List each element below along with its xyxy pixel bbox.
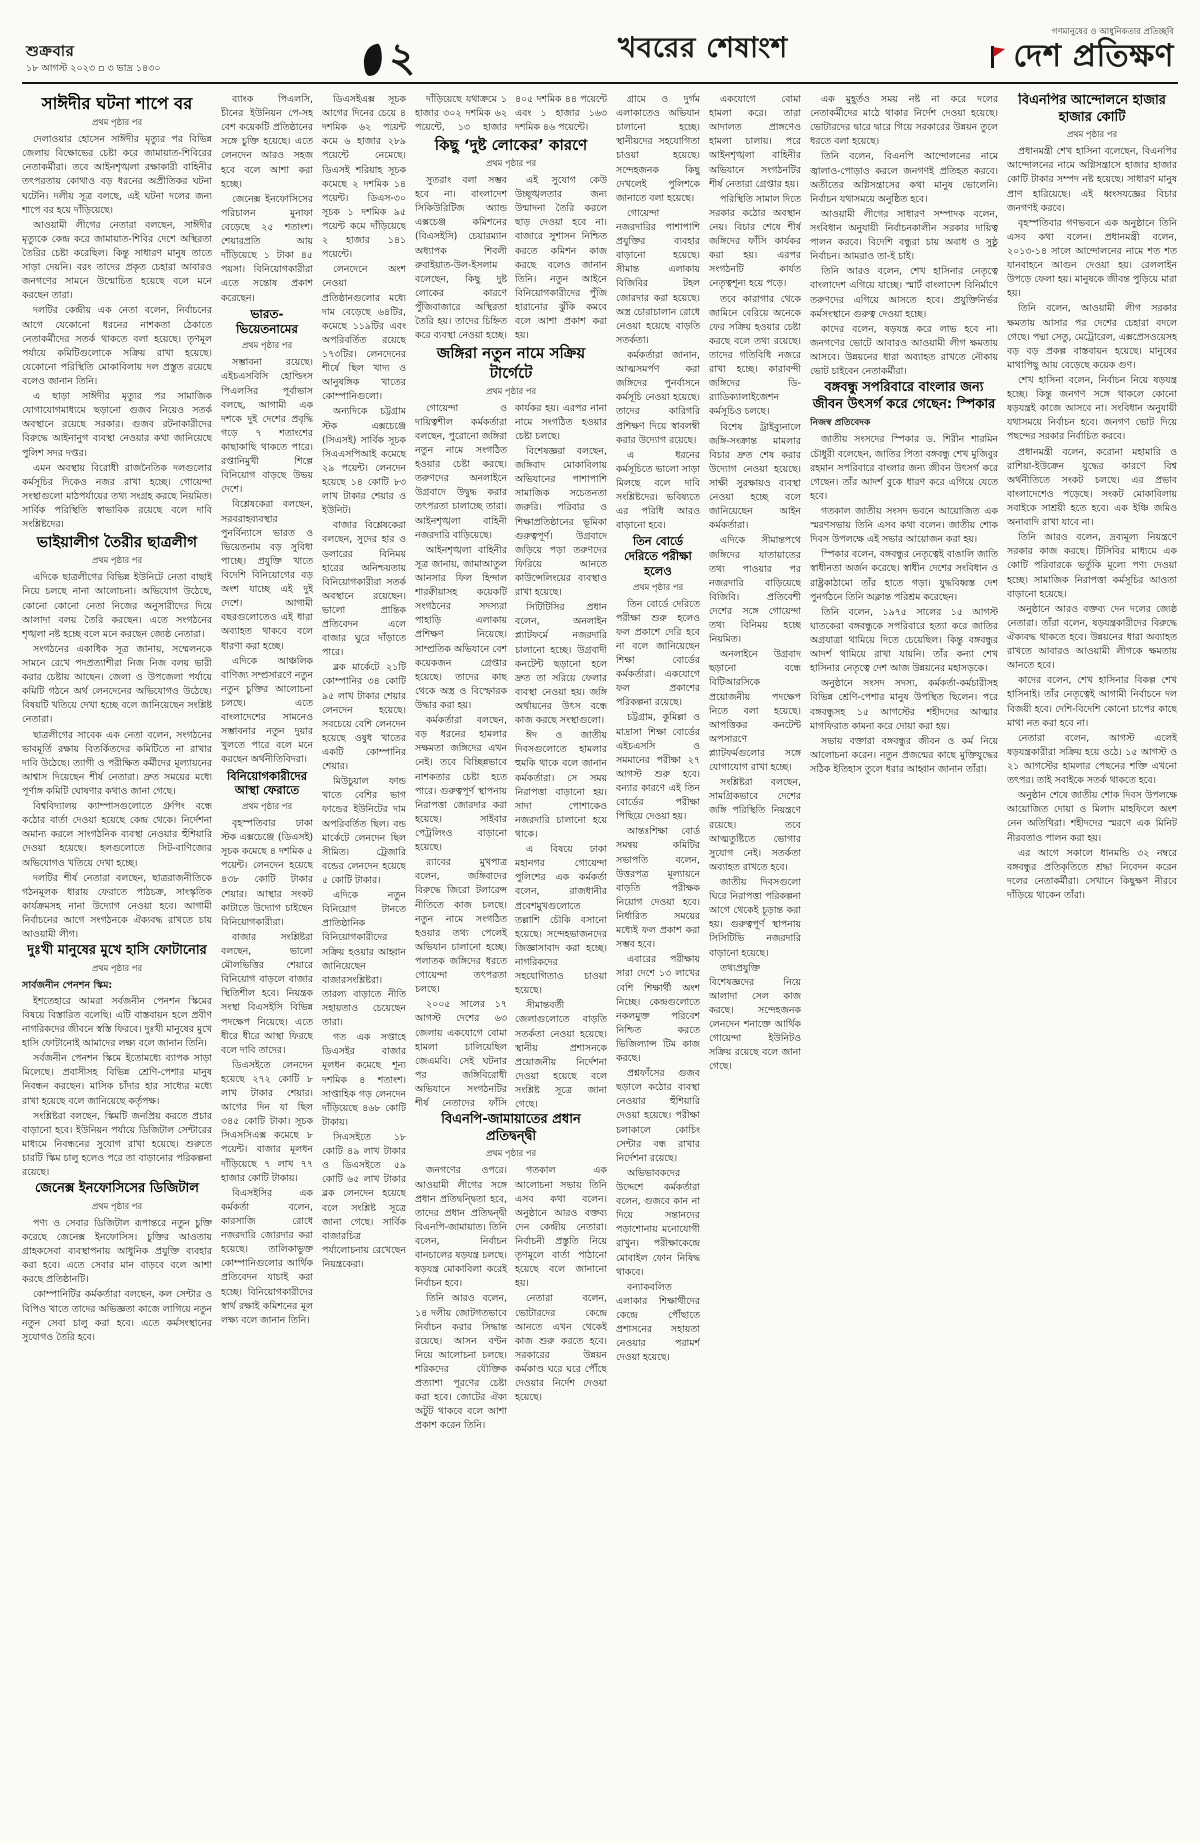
paragraph: সম্ভাবনা রয়েছে। এইচএসবিসি হোল্ডিংস পিএলসির পূর্বাভাস বলছে, আগামী এক দশকে দুই দেশের প্রবৃদ্ধি গড়ে ৭ শতাংশের কাছাকাছি থাকতে পারে। রপ্তানিমুখী শিল্পে বিনিয়োগ বাড়ছে উভয় দেশে। [221, 357, 313, 496]
paragraph: চট্টগ্রাম, কুমিল্লা ও মাদ্রাসা শিক্ষা বোর্ডের এইচএসসি ও সমমানের পরীক্ষা ২৭ আগস্ট শুরু হবে। বন্যার কারণে এই তিন বোর্ডের পরীক্ষা পিছিয়ে দেওয়া হয়। [616, 712, 700, 823]
article-body [221, 817, 313, 1328]
column-4-5-group [415, 93, 607, 1829]
paragraph: এ বিষয়ে ঢাকা মহানগর গোয়েন্দা পুলিশের এক কর্মকর্তা বলেন, রাজধানীর প্রবেশমুখগুলোতে তল্লাশি চৌকি বসানো হয়েছে। সন্দেহভাজনদের জিজ্ঞাসাবাদ করা হচ্ছে। নাগরিকদের সহযোগিতাও চাওয়া হয়েছে। [515, 844, 607, 997]
paragraph: সর্বজনীন পেনশন স্কিমে ইতোমধ্যে ব্যাপক সাড়া মিলেছে। প্রবাসীসহ বিভিন্ন শ্রেণি-পেশার মানুষ নিবন্ধন করছেন। মাসিক চাঁদার হার সাধ্যের মধ্যে রাখা হয়েছে বলে জানিয়েছে কর্তৃপক্ষ। [22, 1053, 212, 1107]
article-three-boards [616, 534, 700, 1365]
article-body [221, 356, 313, 767]
continued-from-label: প্রথম পৃষ্ঠার পর [241, 340, 293, 351]
paragraph: জাতীয় সংসদের স্পিকার ড. শিরীন শারমিন চৌধুরী বলেছেন, জাতির পিতা বঙ্গবন্ধু শেখ মুজিবুর রহমান সপরিবারে বাংলার জন্য জীবন উৎসর্গ করে গেছেন। তাঁর আদর্শ বুকে ধারণ করে এগিয়ে যেতে হবে। [810, 434, 998, 502]
article-dukkhi [22, 943, 212, 1180]
article-body [22, 133, 212, 532]
article-body [810, 433, 998, 777]
paragraph: তিনি আরও বলেন, ১৪ দলীয় জোটগতভাবে নির্বাচন করার সিদ্ধান্ত রয়েছে। আসন বণ্টন নিয়ে আলোচনা চলছে। শরিকদের যৌক্তিক প্রত্যাশা পূরণের চেষ্টা করা হবে। জোটের ঐক্য অটুট থাকবে বলে আশা প্রকাশ করেন তিনি। [415, 1293, 507, 1432]
paragraph: লেনদেনে অংশ নেওয়া প্রতিষ্ঠানগুলোর মধ্যে দাম বেড়েছে ৬৪টির, কমেছে ১১৯টির এবং অপরিবর্তিত রয়েছে ১৭৩টির। লেনদেনের শীর্ষে ছিল খাদ্য ও আনুষঙ্গিক খাতের কোম্পানিগুলো। [322, 264, 406, 403]
paragraph: অনুষ্ঠান শেষে জাতীয় শোক দিবস উপলক্ষে আয়োজিত দোয়া ও মিলাদ মাহফিলে অংশ নেন অতিথিরা। শহীদদের স্মরণে এক মিনিট নীরবতাও পালন করা হয়। [1007, 790, 1177, 844]
article-headline: দুঃখী মানুষের মুখে হাসি ফোটানোর [27, 943, 207, 959]
paragraph: বিশ্লেষকেরা বলছেন, সরবরাহব্যবস্থার পুনর্বিন্যাসে ভারত ও ভিয়েতনাম বড় সুবিধা পাচ্ছে। প্রযুক্তি খাতে বিদেশি বিনিয়োগের বড় অংশ যাচ্ছে এই দুই দেশে। আগামী বছরগুলোতেও এই ধারা অব্যাহত থাকবে বলে ধারণা করা হচ্ছে। [221, 499, 313, 652]
paragraph: জেনেক্স ইনফোসিসের পরিচালন মুনাফা বেড়েছে ২৫ শতাংশ। শেয়ারপ্রতি আয় দাঁড়িয়েছে ১ টাকা ৪৫ পয়সা। বিনিয়োগকারীরা এতে সন্তোষ প্রকাশ করেছেন। [221, 193, 313, 304]
paragraph: বৃহস্পতিবার গণভবনে এক অনুষ্ঠানে তিনি এসব কথা বলেন। প্রধানমন্ত্রী বলেন, ২০১৩-১৪ সালে আন্দোলনের নামে শত শত যানবাহনে আগুন দেওয়া হয়। রেললাইন উপড়ে ফেলা হয়। মানুষকে জীবন্ত পুড়িয়ে মারা হয়। [1007, 217, 1177, 300]
paragraph: গোয়েন্দা নজরদারির পাশাপাশি প্রযুক্তির ব্যবহার বাড়ানো হয়েছে। সীমান্ত এলাকায় বিজিবির টহল জোরদার করা হয়েছে। অস্ত্র চোরাচালান রোধে নেওয়া হয়েছে বাড়তি সতর্কতা। [616, 207, 700, 346]
paragraph: তিনি বলেন, ১৯৭৫ সালের ১৫ আগস্ট ঘাতকেরা বঙ্গবন্ধুকে সপরিবারে হত্যা করে জাতির অগ্রযাত্রা থামিয়ে দিতে চেয়েছিল। কিন্তু বঙ্গবন্ধুর আদর্শ থামিয়ে রাখা যায়নি। তাঁর কন্যা শেখ হাসিনার নেতৃত্বে দেশ আজ উন্নয়নের মহাসড়কে। [810, 606, 998, 675]
paragraph: সংশ্লিষ্টরা বলছেন, স্কিমটি জনপ্রিয় করতে প্রচার বাড়ানো হবে। ইউনিয়ন পর্যায়ে ডিজিটাল সেন্টারের মাধ্যমে নিবন্ধনের সুযোগ রাখা হয়েছে। শুরুতে চারটি স্কিম চালু হলেও পরে তা বাড়ানোর পরিকল্পনা রয়েছে। [22, 1110, 212, 1179]
paragraph: সভায় বক্তারা বঙ্গবন্ধুর জীবন ও কর্ম নিয়ে আলোচনা করেন। নতুন প্রজন্মের কাছে মুক্তিযুদ্ধের সঠিক ইতিহাস তুলে ধরার আহ্বান জানান তাঁরা। [810, 735, 998, 775]
paragraph: সংশ্লিষ্টরা বলছেন, সামগ্রিকভাবে দেশের জঙ্গি পরিস্থিতি নিয়ন্ত্রণে রয়েছে। তবে আত্মতুষ্টিতে ভোগার সুযোগ নেই। সতর্কতা অব্যাহত রাখতে হবে। [709, 777, 801, 873]
byline: নিজস্ব প্রতিবেদক [810, 418, 871, 429]
article-subhead: সার্বজনীন পেনশন স্কিম: [22, 979, 113, 991]
paragraph: এক মুহূর্তও সময় নষ্ট না করে দলের নেতাকর্মীদের মাঠে থাকার নির্দেশ দেওয়া হয়েছে। ভোটারদের দ্বারে দ্বারে গিয়ে সরকারের উন্নয়ন তুলে ধরতে বলা হয়েছে। [810, 94, 998, 148]
article-india-vietnam [221, 307, 313, 768]
article-body [22, 995, 212, 1180]
article-body [22, 1217, 212, 1345]
paragraph: ব্লক মার্কেটে ২১টি কোম্পানির ৩৪ কোটি ৯৫ লাখ টাকার শেয়ার লেনদেন হয়েছে। সবচেয়ে বেশি লেনদেন হয়েছে ওষুধ খাতের একটি কোম্পানির শেয়ার। [322, 662, 406, 773]
article-headline: বিএনপি-জামায়াতের প্রধান প্রতিদ্বন্দ্বী [441, 1112, 581, 1144]
paragraph: এদিকে আঞ্চলিক বাণিজ্য সম্প্রসারণে নতুন নতুন চুক্তির আলোচনা চলছে। এতে বাংলাদেশের সামনেও সম্ভাবনার নতুন দুয়ার খুলতে পারে বলে মনে করছেন অর্থনীতিবিদরা। [221, 655, 313, 766]
paragraph: গত এক সপ্তাহে ডিএসইর বাজার মূলধন কমেছে শূন্য দশমিক ৪ শতাংশ। সাপ্তাহিক গড় লেনদেন দাঁড়িয়েছে ৪৬৮ কোটি টাকায়। [322, 1032, 406, 1128]
paragraph: ডিএসইতে লেনদেন হয়েছে ২৭২ কোটি ৮ লাখ টাকার শেয়ার। আগের দিন যা ছিল ৩৪৫ কোটি টাকা। সূচক সিএসসিএক্স কমেছে ৮ পয়েন্ট। বাজার মূলধন দাঁড়িয়েছে ৭ লাখ ৭৭ হাজার কোটি টাকায়। [221, 1059, 313, 1184]
paragraph: তিন বোর্ডে দেরিতে পরীক্ষা শুরু হলেও ফল প্রকাশে দেরি হবে না বলে জানিয়েছেন শিক্ষা বোর্ডের কর্মকর্তারা। একযোগে ফল প্রকাশের পরিকল্পনা রয়েছে। [616, 598, 700, 709]
page-number-block [363, 35, 416, 81]
continued-from-label: প্রথম পৃষ্ঠার পর [91, 117, 143, 128]
paragraph: পণ্য ও সেবার ডিজিটাল রূপান্তরে নতুন চুক্তি করেছে জেনেক্স ইনফোসিস। চুক্তির আওতায় গ্রাহকসেবা ব্যবস্থাপনায় আধুনিক প্রযুক্তি ব্যবহার করা হবে। এতে সেবার মান বাড়বে বলে আশা করছে প্রতিষ্ঠানটি। [22, 1217, 212, 1286]
paragraph: পরিস্থিতি সামাল দিতে সরকার কঠোর অবস্থান নেয়। বিচার শেষে শীর্ষ জঙ্গিদের ফাঁসি কার্যকর করা হয়। এরপর সংগঠনটি কার্যত নেতৃত্বশূন্য হয়ে পড়ে। [709, 193, 801, 290]
paragraph: বাজার সংশ্লিষ্টরা বলছেন, ভালো মৌলভিত্তির শেয়ারে বিনিয়োগ বাড়লে বাজার স্থিতিশীল হবে। নিয়ন্ত্রক সংস্থা বিএসইসি বিভিন্ন পদক্ষেপ নিয়েছে। এতে ধীরে ধীরে আস্থা ফিরছে বলে দাবি তাদের। [221, 931, 313, 1056]
article-body [1007, 145, 1177, 903]
paragraph: গতকাল এক আলোচনা সভায় তিনি এসব কথা বলেন। অনুষ্ঠানে আরও বক্তব্য দেন কেন্দ্রীয় নেতারা। নির্বাচনী প্রস্তুতি নিয়ে তৃণমূলে বার্তা পাঠানো হয়েছে বলে জানানো হয়। [515, 1165, 607, 1290]
column-9 [1007, 93, 1177, 1829]
paragraph: তিনি বলেন, বিএনপি আন্দোলনের নামে জ্বালাও-পোড়াও করলে জনগণই প্রতিহত করবে। অতীতের অগ্নিসন্ত্রাসের কথা মানুষ ভোলেনি। নির্বাচন যথাসময়ে অনুষ্ঠিত হবে। [810, 151, 998, 205]
content-grid [22, 93, 1178, 1829]
paragraph: দাঁড়িয়েছে যথাক্রমে ১ হাজার ৩০২ দশমিক ৬২ পয়েন্টে, ১৩ হাজার ৪০৫ দশমিক ৪৪ পয়েন্টে এবং ১ হাজার ১৬৩ দশমিক ৪৬ পয়েন্টে। [415, 94, 607, 134]
paragraph: এ ছাড়া সাঈদীর মৃত্যুর পর সামাজিক যোগাযোগমাধ্যমে ছড়ানো গুজব নিয়েও সতর্ক অবস্থানে রয়েছে সরকার। গুজব রটনাকারীদের বিরুদ্ধে আইনানুগ ব্যবস্থা নেওয়ার কথা জানিয়েছে পুলিশ সদর দপ্তর। [22, 391, 212, 459]
paper-tagline: গণমানুষের ও আধুনিকতার প্রতিচ্ছবি [1051, 26, 1174, 37]
article-investors-trust [221, 769, 313, 1328]
article-body [415, 174, 607, 344]
column-8 [810, 93, 998, 1829]
paragraph: দলটির কেন্দ্রীয় এক নেতা বলেন, নির্বাচনের আগে যেকোনো ধরনের নাশকতা ঠেকাতে নেতাকর্মীদের সতর্ক থাকতে বলা হয়েছে। তৃণমূল পর্যায়ে কমিটিগুলোকে সক্রিয় রাখা হয়েছে। যেকোনো পরিস্থিতি মোকাবিলায় দল প্রস্তুত রয়েছে বলেও জানান তিনি। [22, 305, 212, 387]
continued-from-label: প্রথম পৃষ্ঠার পর [1066, 129, 1118, 140]
paragraph: কর্মকর্তারা জানান, আত্মসমর্পণ করা জঙ্গিদের পুনর্বাসনে কর্মসূচি নেওয়া হয়েছে। তাদের কারিগরি প্রশিক্ষণ দিয়ে স্বাবলম্বী করার উদ্যোগ রয়েছে। [616, 349, 700, 446]
article-sayedee [22, 93, 212, 532]
article-body [709, 93, 801, 1075]
paragraph: গতকাল জাতীয় সংসদ ভবনে আয়োজিত এক স্মরণসভায় তিনি এসব কথা বলেন। জাতীয় শোক দিবস উপলক্ষে এই সভার আয়োজন করা হয়। [810, 505, 998, 546]
paragraph: বাজার বিশ্লেষকেরা বলছেন, সুদের হার ও ডলারের বিনিময় হারের অনিশ্চয়তায় বিনিয়োগকারীরা সতর্ক অবস্থানে রয়েছেন। ভালো প্রান্তিক প্রতিবেদন এলে বাজার ঘুরে দাঁড়াতে পারে। [322, 520, 406, 659]
article-headline: বঙ্গবন্ধু সপরিবারে বাংলার জন্য জীবন উৎসর্গ করে গেছেন: স্পিকার [812, 380, 996, 412]
article-headline: ভাইয়ালীগ তৈরীর ছাত্রলীগ [36, 533, 198, 552]
masthead-dateblock [26, 42, 161, 75]
article-body [616, 93, 700, 533]
article-market-figures [322, 93, 406, 1272]
article-headline: জঙ্গিরা নতুন নামে সক্রিয় টার্গেটে [436, 344, 586, 382]
paragraph: প্রশ্নফাঁসের গুজব ছড়ালে কঠোর ব্যবস্থা নেওয়ার হুঁশিয়ারি দেওয়া হয়েছে। পরীক্ষা চলাকালে কোচিং সেন্টার বন্ধ রাখার নির্দেশনা রয়েছে। [616, 1068, 700, 1164]
paragraph: সংগঠনের একাধিক সূত্র জানায়, সম্মেলনকে সামনে রেখে পদপ্রত্যাশীরা নিজ নিজ বলয় ভারী করার চেষ্টায় আছেন। জেলা ও উপজেলা পর্যায়ে কমিটি গঠনে অর্থ লেনদেনের অভিযোগও উঠেছে। বিষয়টি খতিয়ে দেখা হচ্ছে বলে জানিয়েছেন সংশ্লিষ্ট নেতারা। [22, 643, 212, 726]
article-headline: জেনেক্স ইনফোসিসের ডিজিটাল [35, 1181, 199, 1197]
paragraph: দলটির শীর্ষ নেতারা বলছেন, ছাত্ররাজনীতিকে গঠনমূলক ধারায় ফেরাতে পাঠচক্র, সাংস্কৃতিক কার্যক্রমসহ নানা উদ্যোগ নেওয়া হবে। আগামী নির্বাচনের আগে সংগঠনকে ঐক্যবদ্ধ রাখতে চায় আওয়ামী লীগ। [22, 872, 212, 941]
column-1 [22, 93, 212, 1829]
paragraph: ব্যাংক পিএলসি, চীনের ইউনিয়ন পে-সহ বেশ কয়েকটি প্রতিষ্ঠানের সঙ্গে চুক্তি হয়েছে। এতে লেনদেন আরও সহজ হবে বলে আশা করা হচ্ছে। [221, 94, 313, 190]
paragraph: কাদের বলেন, শেখ হাসিনার বিকল্প শেখ হাসিনাই। তাঁর নেতৃত্বেই আগামী নির্বাচনে দল বিজয়ী হবে। দেশি-বিদেশি কোনো চাপের কাছে মাথা নত করা হবে না। [1007, 675, 1177, 729]
article-headline: কিছু ‘দুষ্ট লোকের’ কারণে [434, 135, 588, 154]
article-body [22, 571, 212, 942]
weekday-label: শুক্রবার [26, 42, 75, 61]
continued-from-label: প্রথম পৃষ্ঠার পর [91, 962, 143, 973]
continued-from-label: প্রথম পৃষ্ঠার পর [241, 800, 293, 811]
paragraph: নেতারা বলেন, ভোটারদের কেন্দ্রে আনতে এখন থেকেই কাজ শুরু করতে হবে। সরকারের উন্নয়ন কর্মকাণ্ড ঘরে ঘরে পৌঁছে দেওয়ার নির্দেশ দেওয়া হয়েছে। [515, 1293, 607, 1404]
article-headline: ভারত-ভিয়েতনামের [236, 306, 298, 336]
article-body [810, 93, 998, 379]
article-bnp-movement [1007, 93, 1177, 903]
paragraph: সুতরাং বলা সম্ভব হবে না। বাংলাদেশ সিকিউরিটিজ অ্যান্ড এক্সচেঞ্জ কমিশনের (বিএসইসি) চেয়ারম্যান অধ্যাপক শিবলী রুবাইয়াত-উল-ইসলাম বলেছেন, কিছু দুষ্ট লোকের কারণে পুঁজিবাজারে অস্থিরতা তৈরি হয়। তাদের চিহ্নিত করে ব্যবস্থা নেওয়া হচ্ছে। [415, 175, 507, 342]
paragraph: প্রধানমন্ত্রী শেখ হাসিনা বলেছেন, বিএনপির আন্দোলনের নামে অগ্নিসন্ত্রাসে হাজার হাজার কোটি টাকার সম্পদ নষ্ট হয়েছে। সাধারণ মানুষ প্রাণ হারিয়েছে। এই ধ্বংসযজ্ঞের বিচার জনগণই করবে। [1007, 146, 1177, 214]
paragraph: প্রধানমন্ত্রী বলেন, করোনা মহামারি ও রাশিয়া-ইউক্রেন যুদ্ধের কারণে বিশ্ব অর্থনীতিতে সংকট চলছে। এর প্রভাব বাংলাদেশেও পড়েছে। সংকট মোকাবিলায় সবাইকে সাশ্রয়ী হতে হবে। এক ইঞ্চি জমিও অনাবাদি রাখা যাবে না। [1007, 446, 1177, 529]
article-body [415, 402, 607, 1112]
paragraph: এমন অবস্থায় বিরোধী রাজনৈতিক দলগুলোর কর্মসূচির দিকেও নজর রাখা হচ্ছে। গোয়েন্দা সংস্থাগুলো মাঠপর্যায়ের তথ্য সংগ্রহ করছে নিয়মিত। সার্বিক পরিস্থিতি স্বাভাবিক রয়েছে বলে দাবি সংশ্লিষ্টদের। [22, 462, 212, 531]
article-tail [415, 93, 607, 136]
paper-logo-block [990, 28, 1174, 75]
continued-from-label: প্রথম পৃষ্ঠার পর [485, 158, 537, 169]
paper-name: দেশ প্রতিক্ষণ [1013, 38, 1174, 75]
paragraph: কাদের বলেন, ষড়যন্ত্র করে লাভ হবে না। জনগণের ভোটে আবারও আওয়ামী লীগ ক্ষমতায় আসবে। উন্নয়নের ধারা অব্যাহত রাখতে নৌকায় ভোট চাইবেন নেতাকর্মীরা। [810, 323, 998, 378]
paragraph: মিউচুয়াল ফান্ড খাতে বেশির ভাগ ফান্ডের ইউনিটের দাম অপরিবর্তিত ছিল। বন্ড মার্কেটে লেনদেন ছিল সীমিত। ট্রেজারি বন্ডের লেনদেন হয়েছে ৫ কোটি টাকার। [322, 776, 406, 887]
article-speaker [810, 380, 998, 777]
paragraph: এ ধরনের কর্মসূচিতে ভালো সাড়া মিলছে বলে দাবি সংশ্লিষ্টদের। ভবিষ্যতে এর পরিধি আরও বাড়ানো হবে। [616, 449, 700, 532]
article-body [322, 93, 406, 1272]
logo-flag-icon [990, 46, 1006, 68]
article-continuation [810, 93, 998, 379]
continued-from-label: প্রথম পৃষ্ঠার পর [632, 581, 684, 592]
page-number: ২ [389, 35, 416, 81]
paragraph: তবে কারাগার থেকে জামিনে বেরিয়ে অনেকে ফের সক্রিয় হওয়ার চেষ্টা করছে বলে তথ্য রয়েছে। তাদের গতিবিধি নজরে রাখা হচ্ছে। কারাবন্দী জঙ্গিদের ডি-র‍্যাডিক্যালাইজেশন কর্মসূচিও চলছে। [709, 293, 801, 418]
paragraph: এর আগে সকালে ধানমন্ডি ৩২ নম্বরে বঙ্গবন্ধুর প্রতিকৃতিতে শ্রদ্ধা নিবেদন করেন দলের নেতাকর্মীরা। সেখানে কিছুক্ষণ নীরবে দাঁড়িয়ে থাকেন তাঁরা। [1007, 847, 1177, 901]
masthead [22, 26, 1178, 84]
paragraph: নেতারা বলেন, আগস্ট এলেই ষড়যন্ত্রকারীরা সক্রিয় হয়ে ওঠে। ১৫ আগস্ট ও ২১ আগস্টের হামলার পেছনের শক্তি এখনো তৎপর। তাই সবাইকে সতর্ক থাকতে হবে। [1007, 732, 1177, 787]
page-ornament-icon [360, 43, 386, 77]
article-jongi [415, 344, 607, 1112]
article-body [616, 598, 700, 1366]
article-headline: সাঈদীর ঘটনা শাপে বর [41, 94, 193, 113]
paragraph: ইশতেহারে আমরা সর্বজনীন পেনশন স্কিমের বিষয়ে বিস্তারিত বলেছি। এটি বাস্তবায়ন হলে প্রবীণ নাগরিকদের জীবনে স্বস্তি ফিরবে। দুঃখী মানুষের মুখে হাসি ফোটানোই আমাদের লক্ষ্য বলে জানান তিনি। [22, 995, 212, 1050]
paragraph: কোম্পানিটির কর্মকর্তারা বলছেন, কল সেন্টার ও বিপিও খাতে তাদের অভিজ্ঞতা কাজে লাগিয়ে নতুন নতুন সেবা চালু করা হবে। এতে কর্মসংস্থানের সুযোগও তৈরি হবে। [22, 1289, 212, 1343]
paragraph: কর্মকর্তারা বলছেন, বড় ধরনের হামলার সক্ষমতা জঙ্গিদের এখন নেই। তবে বিচ্ছিন্নভাবে নাশকতার চেষ্টা হতে পারে। গুরুত্বপূর্ণ স্থাপনায় নিরাপত্তা জোরদার করা হয়েছে। সাইবার পেট্রলিংও বাড়ানো হয়েছে। [415, 715, 507, 854]
paragraph: র‍্যাবের মুখপাত্র বলেন, জঙ্গিবাদের বিরুদ্ধে জিরো টলারেন্স নীতিতে কাজ চলছে। নতুন নামে সংগঠিত হওয়ার তথ্য পেলেই অভিযান চালানো হচ্ছে। পলাতক জঙ্গিদের ধরতে গোয়েন্দা তৎপরতা চলছে। [415, 857, 507, 996]
paragraph: সীমান্তবর্তী জেলাগুলোতে বাড়তি সতর্কতা নেওয়া হয়েছে। স্থানীয় প্রশাসনকে প্রয়োজনীয় নির্দেশনা দেওয়া হয়েছে বলে সংশ্লিষ্ট সূত্রে জানা গেছে। [515, 1000, 607, 1111]
paragraph: স্পিকার বলেন, বঙ্গবন্ধুর নেতৃত্বেই বাঙালি জাতি স্বাধীনতা অর্জন করেছে। স্বাধীন দেশের সংবিধান ও রাষ্ট্রকাঠামো তাঁর হাতে গড়া। যুদ্ধবিধ্বস্ত দেশ পুনর্গঠনে তিনি অক্লান্ত পরিশ্রম করেছেন। [810, 549, 998, 603]
paragraph: বিশ্ববিদ্যালয় ক্যাম্পাসগুলোতে গ্রুপিং বন্ধে কঠোর বার্তা দেওয়া হয়েছে কেন্দ্র থেকে। নির্দেশনা অমান্য করলে সাংগঠনিক ব্যবস্থা নেওয়ার হুঁশিয়ারি দেওয়া হয়েছে। হলগুলোতে সিট-বাণিজ্যের অভিযোগও খতিয়ে দেখা হচ্ছে। [22, 801, 212, 869]
paragraph: শেখ হাসিনা বলেন, নির্বাচন নিয়ে ষড়যন্ত্র হচ্ছে। কিন্তু জনগণ সঙ্গে থাকলে কোনো ষড়যন্ত্রই কাজে আসবে না। সংবিধান অনুযায়ী যথাসময়ে নির্বাচন হবে। জনগণ ভোট দিয়ে পছন্দের সরকার নির্বাচিত করবে। [1007, 375, 1177, 443]
paragraph: এদিকে নতুন বিনিয়োগ টানতে প্রাতিষ্ঠানিক বিনিয়োগকারীদের সক্রিয় হওয়ার আহ্বান জানিয়েছেন বাজারসংশ্লিষ্টরা। তারল্য বাড়াতে নীতি সহায়তাও চেয়েছেন তারা। [322, 890, 406, 1029]
paragraph: দেলাওয়ার হোসেন সাঈদীর মৃত্যুর পর বিভিন্ন জেলায় বিক্ষোভের চেষ্টা করে জামায়াত-শিবিরের নেতাকর্মীরা। তবে আইনশৃঙ্খলা রক্ষাকারী বাহিনীর তৎপরতায় কোথাও বড় ধরনের অপ্রীতিকর ঘটনা ঘটেনি। দলীয় সূত্র বলছে, এই ঘটনা দলের জন্য শাপে বর হয়ে দাঁড়িয়েছে। [22, 134, 212, 216]
article-continuation [616, 93, 700, 533]
paragraph: জনগণের ওপরে। আওয়ামী লীগের সঙ্গে প্রধান প্রতিদ্বন্দ্বিতা হবে, তাদের প্রধান প্রতিদ্বন্দ্বী বিএনপি-জামায়াত। তিনি বলেন, নির্বাচন বানচালের ষড়যন্ত্র চলছে। ষড়যন্ত্র মোকাবিলা করেই নির্বাচন হবে। [415, 1165, 507, 1290]
paragraph: সিটিটিসির প্রধান বলেন, অনলাইন প্ল্যাটফর্মে নজরদারি চালানো হচ্ছে। উগ্রবাদী কনটেন্ট ছড়ানো হলে দ্রুত তা সরিয়ে ফেলার ব্যবস্থা নেওয়া হয়। জঙ্গি অর্থায়নের উৎস বন্ধে কাজ করছে সংস্থাগুলো। [515, 602, 607, 727]
article-body [415, 1164, 607, 1433]
paragraph: একযোগে বোমা হামলা করে। তারা আদালত প্রাঙ্গণেও হামলা চালায়। পরে আইনশৃঙ্খলা বাহিনীর অভিযানে সংগঠনটির শীর্ষ নেতারা গ্রেপ্তার হয়। [709, 94, 801, 190]
paragraph: আওয়ামী লীগের সাধারণ সম্পাদক বলেন, সংবিধান অনুযায়ী নির্বাচনকালীন সরকার দায়িত্ব পালন করবে। বিদেশি বন্ধুরা চায় অবাধ ও সুষ্ঠু নির্বাচন। আমরাও তা-ই চাই। [810, 208, 998, 263]
paragraph: অনুষ্ঠানে আরও বক্তব্য দেন দলের জ্যেষ্ঠ নেতারা। তাঁরা বলেন, ষড়যন্ত্রকারীদের বিরুদ্ধে ঐক্যবদ্ধ থাকতে হবে। উন্নয়নের ধারা অব্যাহত রাখতে আবারও আওয়ামী লীগকে ক্ষমতায় আনতে হবে। [1007, 603, 1177, 672]
article-headline: বিনিয়োগকারীদের আস্থা ফেরাতে [226, 768, 308, 798]
column-6 [616, 93, 700, 1829]
paragraph: জাতীয় দিবসগুলো ঘিরে নিরাপত্তা পরিকল্পনা আগে থেকেই চূড়ান্ত করা হয়। গুরুত্বপূর্ণ স্থাপনায় সিসিটিভি নজরদারি বাড়ানো হয়েছে। [709, 877, 801, 959]
paragraph: এদিকে ছাত্রলীগের বিভিন্ন ইউনিটে নেতা বাছাই নিয়ে চলছে নানা আলোচনা। অভিযোগ উঠেছে, কোনো কোনো নেতা নিজের অনুসারীদের দিয়ে আলাদা বলয় তৈরি করছেন। এতে সংগঠনের শৃঙ্খলা নষ্ট হচ্ছে বলে মনে করছেন জ্যেষ্ঠ নেতারা। [22, 572, 212, 640]
paragraph: ঈদ ও জাতীয় দিবসগুলোতে হামলার হুমকি থাকে বলে জানান কর্মকর্তারা। সে সময় নিরাপত্তা বাড়ানো হয়। সাদা পোশাকেও নজরদারি চালানো হয়ে থাকে। [515, 730, 607, 840]
article-bhailig [22, 533, 212, 942]
article-headline: তিন বোর্ডে দেরিতে পরীক্ষা হলেও [624, 534, 692, 578]
continued-from-label: প্রথম পৃষ্ঠার পর [485, 385, 537, 396]
article-headline: বিএনপির আন্দোলনে হাজার হাজার কোটি [1018, 93, 1166, 125]
paragraph: গ্রামে ও দুর্গম এলাকাতেও অভিযান চালানো হচ্ছে। স্থানীয়দের সহযোগিতা চাওয়া হয়েছে। সন্দেহজনক কিছু দেখলেই পুলিশকে জানাতে বলা হয়েছে। [616, 94, 700, 204]
paragraph: বন্যাকবলিত এলাকার শিক্ষার্থীদের কেন্দ্রে পৌঁছাতে প্রশাসনের সহায়তা নেওয়ার পরামর্শ দেওয়া হয়েছে। [616, 1281, 700, 1364]
paragraph: এদিকে সীমান্তপথে জঙ্গিদের যাতায়াতের তথ্য পাওয়ার পর নজরদারি বাড়িয়েছে বিজিবি। প্রতিবেশী দেশের সঙ্গে গোয়েন্দা তথ্য বিনিময় হচ্ছে নিয়মিত। [709, 535, 801, 646]
paragraph: অন্যদিকে চট্টগ্রাম স্টক এক্সচেঞ্জে (সিএসই) সার্বিক সূচক সিএএসপিআই কমেছে ২৯ পয়েন্ট। লেনদেন হয়েছে ১৪ কোটি ৮৩ লাখ টাকার শেয়ার ও ইউনিট। [322, 406, 406, 517]
continued-from-label: প্রথম পৃষ্ঠার পর [91, 555, 143, 566]
paragraph: ২০০৫ সালের ১৭ আগস্ট দেশের ৬৩ জেলায় একযোগে বোমা হামলা চালিয়েছিল জেএমবি। সেই ঘটনার পর জঙ্গিবিরোধী অভিযানে সংগঠনটির শীর্ষ নেতাদের ফাঁসি কার্যকর হয়। এরপর নানা নামে সংগঠিত হওয়ার চেষ্টা চলছে। [415, 402, 607, 1110]
paragraph: আইনশৃঙ্খলা বাহিনীর সূত্র জানায়, জামাআতুল আনসার ফিল হিন্দাল শারক্বীয়াসহ কয়েকটি সংগঠনের সদস্যরা পাহাড়ি এলাকায় প্রশিক্ষণ নিয়েছে। সাম্প্রতিক অভিযানে বেশ কয়েকজন গ্রেপ্তার হয়েছে। তাদের কাছ থেকে অস্ত্র ও বিস্ফোরক উদ্ধার করা হয়। [415, 544, 507, 711]
section-title: খবরের শেষাংশ [617, 31, 788, 64]
paragraph: তিনি বলেন, আওয়ামী লীগ সরকার ক্ষমতায় আসার পর দেশের চেহারা বদলে গেছে। পদ্মা সেতু, মেট্রোরেল, এক্সপ্রেসওয়েসহ বড় বড় প্রকল্প বাস্তবায়ন হয়েছে। মানুষের মাথাপিছু আয় বেড়েছে কয়েক গুণ। [1007, 303, 1177, 371]
paragraph: অনলাইনে উগ্রবাদ ছড়ানো বন্ধে বিটিআরসিকে প্রয়োজনীয় পদক্ষেপ নিতে বলা হয়েছে। আপত্তিকর কনটেন্ট অপসারণে প্ল্যাটফর্মগুলোর সঙ্গে যোগাযোগ রাখা হচ্ছে। [709, 649, 801, 774]
paragraph: বিশেষ ট্রাইব্যুনালে জঙ্গি-সংক্রান্ত মামলার বিচার দ্রুত শেষ করার উদ্যোগ নেওয়া হয়েছে। সাক্ষী সুরক্ষায়ও ব্যবস্থা নেওয়া হচ্ছে বলে জানিয়েছেন আইন কর্মকর্তারা। [709, 421, 801, 532]
continued-from-label: প্রথম পৃষ্ঠার পর [91, 1200, 143, 1211]
article-genex [22, 1181, 212, 1345]
paragraph: এই সুযোগ কেউ উচ্ছৃঙ্খলতার জন্য উন্মাদনা তৈরি করলে ছাড় দেওয়া হবে না। বাজারে সুশাসন নিশ্চিত করতে কমিশন কাজ করছে বলেও জানান তিনি। নতুন আইনে বিনিয়োগকারীদের পুঁজি হারানোর ঝুঁকি কমবে বলে আশা প্রকাশ করা হয়। [515, 175, 607, 342]
paragraph: আন্তঃশিক্ষা বোর্ড সমন্বয় কমিটির সভাপতি বলেন, উত্তরপত্র মূল্যায়নে বাড়তি পরীক্ষক নিয়োগ দেওয়া হবে। নির্ধারিত সময়ের মধ্যেই ফল প্রকাশ করা সম্ভব হবে। [616, 826, 700, 951]
paragraph: তথ্যপ্রযুক্তি বিশেষজ্ঞদের নিয়ে আলাদা সেল কাজ করছে। সন্দেহজনক লেনদেন শনাক্তে আর্থিক গোয়েন্দা ইউনিটও সক্রিয় রয়েছে বলে জানা গেছে। [709, 962, 801, 1073]
article-body [221, 93, 313, 306]
paragraph: অনুষ্ঠানে সংসদ সদস্য, কর্মকর্তা-কর্মচারীসহ বিভিন্ন শ্রেণি-পেশার মানুষ উপস্থিত ছিলেন। পরে বঙ্গবন্ধুসহ ১৫ আগস্টের শহীদদের আত্মার মাগফিরাত কামনা করে দোয়া করা হয়। [810, 678, 998, 732]
paragraph: ছাত্রলীগের সাবেক এক নেতা বলেন, সংগঠনের ভাবমূর্তি রক্ষায় বিতর্কিতদের কমিটিতে না রাখার দাবি উঠেছে। ত্যাগী ও পরীক্ষিত কর্মীদের মূল্যায়নের আশ্বাস দিয়েছেন শীর্ষ নেতারা। দ্রুত সময়ের মধ্যে পূর্ণাঙ্গ কমিটি ঘোষণার কথাও জানা গেছে। [22, 729, 212, 797]
paragraph: অভিভাবকদের উদ্দেশে কর্মকর্তারা বলেন, গুজবে কান না দিয়ে সন্তানদের পড়াশোনায় মনোযোগী রাখুন। পরীক্ষাকেন্দ্রে মোবাইল ফোন নিষিদ্ধ থাকবে। [616, 1167, 700, 1278]
article-bnp-jamaat [415, 1112, 607, 1433]
paragraph: ডিএসইএক্স সূচক আগের দিনের চেয়ে ৪ দশমিক ৬২ পয়েন্ট কমে ৬ হাজার ২৮৯ পয়েন্টে নেমেছে। ডিএসই শরিয়াহ সূচক কমেছে ২ দশমিক ১৪ পয়েন্ট। ডিএস-৩০ সূচক ১ দশমিক ৯৫ পয়েন্ট কমে দাঁড়িয়েছে ২ হাজার ১৪১ পয়েন্টে। [322, 94, 406, 261]
paragraph: গোয়েন্দা ও দায়িত্বশীল কর্মকর্তারা বলছেন, পুরোনো জঙ্গিরা নতুন নামে সংগঠিত হওয়ার চেষ্টা করছে। তরুণদের অনলাইনে উগ্রবাদে উদ্বুদ্ধ করার তৎপরতা চালাচ্ছে তারা। আইনশৃঙ্খলা বাহিনী নজরদারি বাড়িয়েছে। [415, 402, 507, 541]
paragraph: তিনি আরও বলেন, শেখ হাসিনার নেতৃত্বে বাংলাদেশ এগিয়ে যাচ্ছে। স্মার্ট বাংলাদেশ বিনির্মাণে তরুণদের এগিয়ে আসতে হবে। প্রযুক্তিনির্ভর কর্মসংস্থানে গুরুত্ব দেওয়া হচ্ছে। [810, 266, 998, 320]
article-continuation [709, 93, 801, 1075]
paragraph: বিশেষজ্ঞরা বলছেন, জঙ্গিবাদ মোকাবিলায় অভিযানের পাশাপাশি সামাজিক সচেতনতা জরুরি। পরিবার ও শিক্ষাপ্রতিষ্ঠানের ভূমিকা গুরুত্বপূর্ণ। উগ্রবাদে জড়িয়ে পড়া তরুণদের ফিরিয়ে আনতে কাউন্সেলিংয়ের ব্যবস্থাও রাখা হয়েছে। [515, 446, 607, 599]
article-dushtolok [415, 136, 607, 345]
column-3 [322, 93, 406, 1829]
date-line: ১৮ আগস্ট ২০২৩ ▫ ৩ ভাদ্র ১৪৩০ [26, 63, 161, 75]
continued-from-label: প্রথম পৃষ্ঠার পর [485, 1148, 537, 1159]
paragraph: বিএসইসির এক কর্মকর্তা বলেন, কারসাজি রোধে নজরদারি জোরদার করা হয়েছে। তালিকাভুক্ত কোম্পানিগুলোর আর্থিক প্রতিবেদন যাচাই করা হচ্ছে। বিনিয়োগকারীদের স্বার্থ রক্ষাই কমিশনের মূল লক্ষ্য বলে জানান তিনি। [221, 1187, 313, 1326]
paragraph: বৃহস্পতিবার ঢাকা স্টক এক্সচেঞ্জে (ডিএসই) সূচক কমেছে ৪ দশমিক ৫ পয়েন্ট। লেনদেন হয়েছে ৪৩৮ কোটি টাকার শেয়ার। আস্থার সংকট কাটাতে উদ্যোগ চাইছেন বিনিয়োগকারীরা। [221, 817, 313, 928]
column-7 [709, 93, 801, 1829]
article-continuation [221, 93, 313, 306]
paragraph: তিনি আরও বলেন, দ্রব্যমূল্য নিয়ন্ত্রণে সরকার কাজ করছে। টিসিবির মাধ্যমে এক কোটি পরিবারকে ভর্তুকি মূল্যে পণ্য দেওয়া হচ্ছে। সামাজিক নিরাপত্তা কর্মসূচির আওতা বাড়ানো হয়েছে। [1007, 532, 1177, 600]
column-2 [221, 93, 313, 1829]
paragraph: সিএসইতে ১৮ কোটি ৪৯ লাখ টাকার ও ডিএসইতে ৫৯ কোটি ৬৫ লাখ টাকার ব্লক লেনদেন হয়েছে বলে সংশ্লিষ্ট সূত্রে জানা গেছে। সার্বিক বাজারচিত্র পর্যালোচনায় রেখেছেন নিয়ন্ত্রকেরা। [322, 1131, 406, 1270]
paragraph: আওয়ামী লীগের নেতারা বলছেন, সাঈদীর মৃত্যুকে কেন্দ্র করে জামায়াত-শিবির দেশে অস্থিরতা তৈরির চেষ্টা করেছিল। কিন্তু সাধারণ মানুষ তাতে সাড়া দেয়নি। বরং তাদের প্রকৃত চেহারা আবারও জনগণের সামনে উন্মোচিত হয়েছে বলে মনে করছেন তারা। [22, 219, 212, 302]
paragraph: এবারের পরীক্ষায় সারা দেশে ১৩ লাখের বেশি শিক্ষার্থী অংশ নিচ্ছে। কেন্দ্রগুলোতে নকলমুক্ত পরিবেশ নিশ্চিত করতে ভিজিল্যান্স টিম কাজ করছে। [616, 954, 700, 1065]
